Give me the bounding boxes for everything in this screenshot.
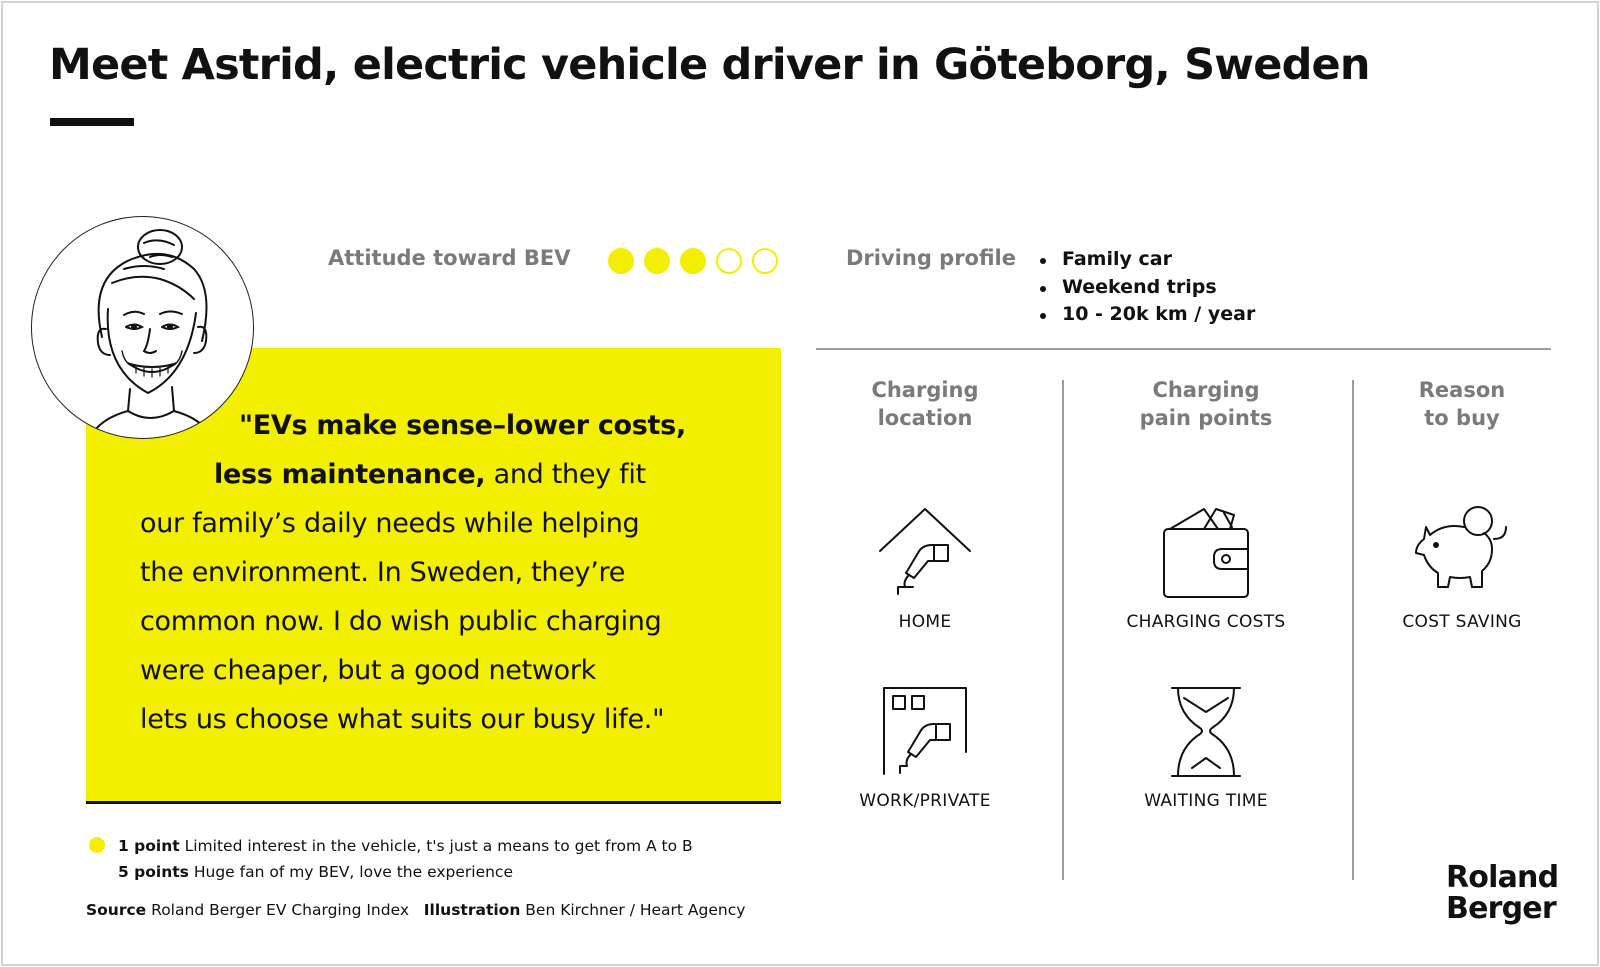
wallet-icon bbox=[1160, 505, 1250, 599]
legend-text: Huge fan of my BEV, love the experience bbox=[188, 863, 513, 881]
legend-bold: 5 points bbox=[118, 863, 189, 881]
heading-reason-to-buy bbox=[1362, 376, 1562, 432]
icon-label-cost-saving: COST SAVING bbox=[1402, 612, 1522, 632]
quote-line-1 bbox=[239, 410, 686, 441]
heading-line: to buy bbox=[1424, 406, 1500, 430]
driving-profile-item: Weekend trips bbox=[1038, 274, 1255, 302]
rating-dot-1 bbox=[608, 248, 634, 274]
source-label: Source bbox=[86, 901, 147, 919]
legend-bold: 1 point bbox=[118, 837, 180, 855]
legend-dot bbox=[89, 837, 105, 853]
source-text: Roland Berger EV Charging Index bbox=[146, 901, 409, 919]
heading-line: Charging bbox=[871, 378, 979, 402]
legend-text: Limited interest in the vehicle, t's just a means to get from A to B bbox=[179, 837, 693, 855]
logo-line: Roland bbox=[1446, 860, 1559, 895]
heading-line: location bbox=[877, 406, 973, 430]
avatar bbox=[31, 216, 254, 439]
piggy-bank-icon bbox=[1414, 505, 1510, 597]
quote-text: and they fit bbox=[485, 459, 646, 490]
driving-profile-item: 10 - 20k km / year bbox=[1038, 301, 1255, 329]
heading-line: Charging bbox=[1152, 378, 1260, 402]
quote-line-3: our family’s daily needs while helping bbox=[140, 508, 640, 539]
icon-label-charging-costs: CHARGING COSTS bbox=[1126, 612, 1286, 632]
driving-profile-list bbox=[1038, 246, 1255, 329]
illustration-text: Ben Kirchner / Heart Agency bbox=[520, 901, 746, 919]
quote-line-7: lets us choose what suits our busy life." bbox=[140, 704, 665, 735]
driving-profile-item: Family car bbox=[1038, 246, 1255, 274]
rating-dot-2 bbox=[644, 248, 670, 274]
page-title: Meet Astrid, electric vehicle driver in Göteborg, Sweden bbox=[49, 40, 1370, 90]
quote-line-4: the environment. In Sweden, they’re bbox=[140, 557, 626, 588]
roland-berger-logo bbox=[1446, 862, 1558, 924]
legend-five-points bbox=[118, 863, 513, 881]
hourglass-icon bbox=[1170, 686, 1242, 778]
attitude-rating bbox=[608, 248, 778, 274]
rating-dot-5 bbox=[752, 248, 778, 274]
icon-label-home: HOME bbox=[898, 612, 952, 632]
heading-charging-pain-points bbox=[1106, 376, 1306, 432]
title-underline bbox=[50, 118, 134, 126]
quote-line-2 bbox=[214, 459, 646, 490]
heading-charging-location bbox=[825, 376, 1025, 432]
source-line bbox=[86, 901, 745, 919]
icon-label-work-private: WORK/PRIVATE bbox=[859, 791, 991, 811]
home-charger-icon bbox=[878, 505, 972, 599]
building-charger-icon bbox=[882, 686, 968, 776]
quote-bold-text: less maintenance, bbox=[214, 459, 486, 490]
rating-dot-4 bbox=[716, 248, 742, 274]
column-divider bbox=[1062, 380, 1064, 880]
rating-dot-3 bbox=[680, 248, 706, 274]
quote-line-6: were cheaper, but a good network bbox=[140, 655, 597, 686]
portrait-illustration-icon bbox=[32, 217, 254, 439]
quote-bold-text: "EVs make sense–lower costs, bbox=[239, 410, 686, 441]
legend-one-point bbox=[118, 837, 693, 855]
attitude-label: Attitude toward BEV bbox=[328, 246, 571, 270]
heading-line: Reason bbox=[1418, 378, 1506, 402]
icon-label-waiting-time: WAITING TIME bbox=[1144, 791, 1268, 811]
logo-line: Berger bbox=[1446, 891, 1556, 926]
illustration-label: Illustration bbox=[423, 901, 521, 919]
quote-line-5: common now. I do wish public charging bbox=[140, 606, 662, 637]
driving-profile-label: Driving profile bbox=[846, 246, 1016, 270]
profile-divider bbox=[816, 348, 1551, 350]
heading-line: pain points bbox=[1139, 406, 1273, 430]
